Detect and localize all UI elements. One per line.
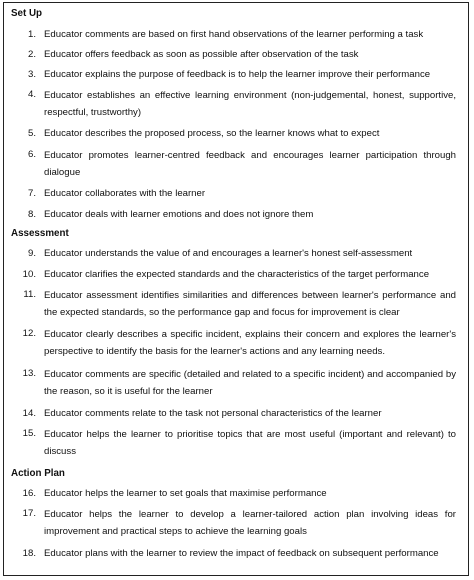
item-text: Educator understands the value of and encourages a learner's honest self-assessment [44,248,413,259]
checklist-document [3,2,469,576]
section-heading-action-plan: Action Plan [11,468,65,479]
item-text: Educator helps the learner to prioritise topics that are most useful (important and relevant) to discuss [44,429,456,457]
item-text: Educator helps the learner to develop a learner-tailored action plan involving ideas for improvement and practical steps to achieve the learning goals [44,509,456,537]
item-number: 3. [27,69,36,80]
item-number: 9. [27,248,36,259]
section-heading-set-up: Set Up [11,8,43,19]
item-number: 1. [27,29,36,40]
item-number: 15. [22,428,36,439]
item-number: 4. [27,89,36,100]
item-number: 11. [23,289,36,300]
item-text: Educator comments relate to the task not personal characteristics of the learner [44,408,382,419]
item-text: Educator explains the purpose of feedback is to help the learner improve their performance [44,69,431,80]
item-text: Educator plans with the learner to review the impact of feedback on subsequent performance [44,548,439,559]
item-text: Educator clarifies the expected standards and the characteristics of the target performance [44,269,430,280]
item-text: Educator assessment identifies similarities and differences between learner's performance and the expected standards, so the performance gap and focus for improvement is clear [44,290,456,318]
item-number: 14. [22,408,36,419]
item-text: Educator establishes an effective learning environment (non-judgemental, honest, supportive, respectful, trustworthy) [44,90,456,118]
item-text: Educator describes the proposed process, so the learner knows what to expect [44,128,380,139]
item-text: Educator promotes learner-centred feedback and encourages learner participation through dialogue [44,150,456,178]
section-heading-assessment: Assessment [11,228,69,239]
item-text: Educator clearly describes a specific incident, explains their concern and explores the learner's perspective to identify the basis for the learner's actions and any learning needs. [44,329,456,357]
item-text: Educator comments are specific (detailed and related to a specific incident) and accompanied by the reason, so it is useful for the learner [44,369,456,397]
item-number: 5. [27,128,36,139]
item-text: Educator deals with learner emotions and does not ignore them [44,209,314,220]
item-number: 12. [22,328,36,339]
item-number: 7. [27,188,36,199]
item-number: 10. [22,269,36,280]
item-number: 16. [22,488,36,499]
item-number: 13. [22,368,36,379]
item-number: 8. [27,209,36,220]
item-number: 18. [22,548,36,559]
item-number: 6. [27,149,36,160]
item-text: Educator offers feedback as soon as possible after observation of the task [44,49,359,60]
item-text: Educator helps the learner to set goals that maximise performance [44,488,327,499]
item-text: Educator collaborates with the learner [44,188,206,199]
item-text: Educator comments are based on first hand observations of the learner performing a task [44,29,424,40]
item-number: 2. [27,49,36,60]
item-number: 17. [22,508,36,519]
